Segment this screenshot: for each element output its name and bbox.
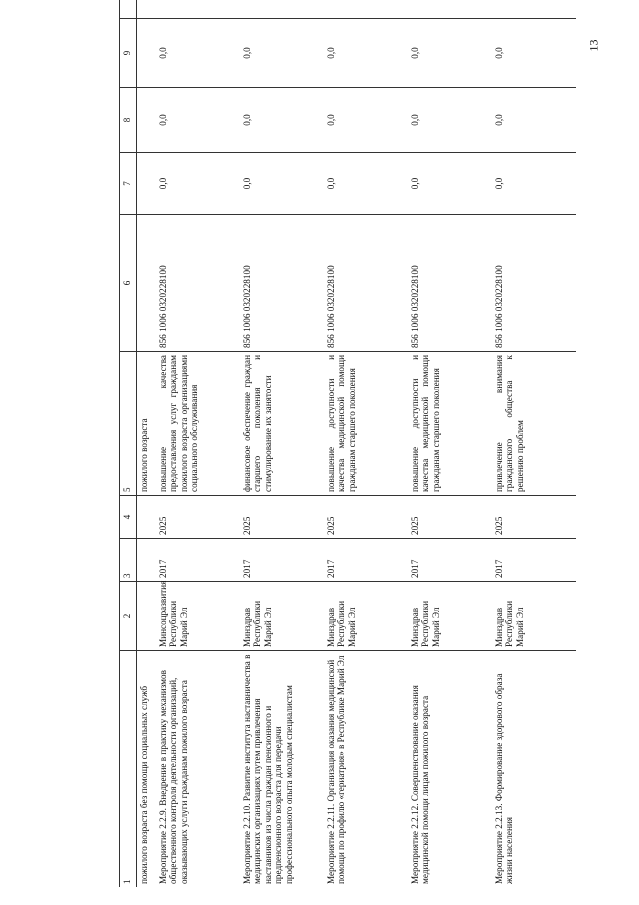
value-col-7: 0,0 — [408, 153, 492, 215]
header-col-9: 9 — [120, 19, 137, 88]
value-col-8: 0,0 — [156, 88, 240, 153]
budget-code: 856 1006 0320228100 — [324, 215, 408, 352]
value-col-8: 0,0 — [408, 88, 492, 153]
value-col-10 — [156, 0, 240, 19]
table-header — [120, 0, 137, 887]
value-col-10 — [240, 0, 324, 19]
empty-cell — [137, 582, 156, 651]
start-year: 2017 — [240, 539, 324, 582]
event-name: Мероприятие 2.2.12. Совершенствование оказания медицинской помощи лицам пожилого возраста — [409, 685, 431, 884]
value-col-8: 0,0 — [492, 88, 576, 153]
table-row — [156, 0, 240, 887]
value-col-10 — [408, 0, 492, 19]
header-col-7: 7 — [120, 153, 137, 215]
executor: Минсоцразвития Республики Марий Эл — [156, 582, 240, 651]
empty-cell — [137, 19, 156, 88]
start-year: 2017 — [408, 539, 492, 582]
value-col-7: 0,0 — [240, 153, 324, 215]
header-row — [120, 0, 137, 887]
budget-code: 856 1006 0320228100 — [240, 215, 324, 352]
expected-result: повышение качества предоставления услуг гражданам пожилого возраста организациями социального обслуживания — [156, 352, 240, 496]
executor: Минздрав Республики Марий Эл — [240, 582, 324, 651]
empty-cell — [137, 496, 156, 539]
value-col-8: 0,0 — [324, 88, 408, 153]
value-col-9: 0,0 — [324, 19, 408, 88]
header-col-10 — [120, 0, 137, 19]
empty-cell — [137, 0, 156, 19]
budget-code: 856 1006 0320228100 — [156, 215, 240, 352]
budget-code: 856 1006 0320228100 — [408, 215, 492, 352]
value-col-7: 0,0 — [492, 153, 576, 215]
page-number: 13 — [586, 39, 601, 52]
value-col-7: 0,0 — [156, 153, 240, 215]
expected-result: привлечение внимания гражданского общества к решению проблем — [492, 352, 576, 496]
value-col-10 — [492, 0, 576, 19]
table-row — [492, 0, 576, 887]
header-col-3: 3 — [120, 539, 137, 582]
value-col-9: 0,0 — [408, 19, 492, 88]
expected-result: повышение доступности и качества медицинской помощи гражданам старшего поколения — [324, 352, 408, 496]
table-row — [324, 0, 408, 887]
executor: Минздрав Республики Марий Эл — [492, 582, 576, 651]
start-year: 2017 — [156, 539, 240, 582]
table-row — [408, 0, 492, 887]
header-col-1: 1 — [120, 651, 137, 888]
empty-cell — [137, 539, 156, 582]
header-col-8: 8 — [120, 88, 137, 153]
value-col-9: 0,0 — [156, 19, 240, 88]
end-year: 2025 — [408, 496, 492, 539]
continuation-event: пожилого возраста без помощи социальных служб — [139, 685, 149, 884]
empty-cell — [137, 215, 156, 352]
continuation-row — [137, 0, 156, 887]
event-name: Мероприятие 2.2.10. Развитие института наставничества в медицинских организациях путем привлечения наставников из числа граждан пенсионного и предпенсионного возраста для передачи профессионального опыта молодым специалистам — [241, 654, 294, 884]
end-year: 2025 — [492, 496, 576, 539]
expected-result: финансовое обеспечение граждан старшего поколения и стимулирование их занятости — [240, 352, 324, 496]
expected-result: повышение доступности и качества медицинской помощи гражданам старшего поколения — [408, 352, 492, 496]
value-col-7: 0,0 — [324, 153, 408, 215]
header-col-5: 5 — [120, 352, 137, 496]
value-col-10 — [324, 0, 408, 19]
program-events-table — [119, 0, 576, 887]
empty-cell — [137, 88, 156, 153]
value-col-8: 0,0 — [240, 88, 324, 153]
rotated-table-wrapper — [119, 12, 594, 887]
end-year: 2025 — [240, 496, 324, 539]
start-year: 2017 — [324, 539, 408, 582]
table-row — [240, 0, 324, 887]
end-year: 2025 — [324, 496, 408, 539]
value-col-9: 0,0 — [240, 19, 324, 88]
header-col-2: 2 — [120, 582, 137, 651]
header-col-4: 4 — [120, 496, 137, 539]
event-name: Мероприятие 2.2.11. Организация оказания медицинской помощи по профилю «гериатрия» в Республике Марий Эл — [325, 655, 347, 884]
table-body — [137, 0, 576, 887]
event-name: Мероприятие 2.2.9. Внедрение в практику механизмов общественного контроля деятельности организаций, оказывающих услуги гражданам пожилого возраста — [157, 670, 189, 884]
start-year: 2017 — [492, 539, 576, 582]
empty-cell — [137, 153, 156, 215]
event-name: Мероприятие 2.2.13. Формирование здорового образа жизни населения — [493, 673, 515, 884]
continuation-result: пожилого возраста — [137, 352, 156, 496]
header-col-6: 6 — [120, 215, 137, 352]
executor: Минздрав Республики Марий Эл — [408, 582, 492, 651]
executor: Минздрав Республики Марий Эл — [324, 582, 408, 651]
value-col-9: 0,0 — [492, 19, 576, 88]
budget-code: 856 1006 0320228100 — [492, 215, 576, 352]
end-year: 2025 — [156, 496, 240, 539]
